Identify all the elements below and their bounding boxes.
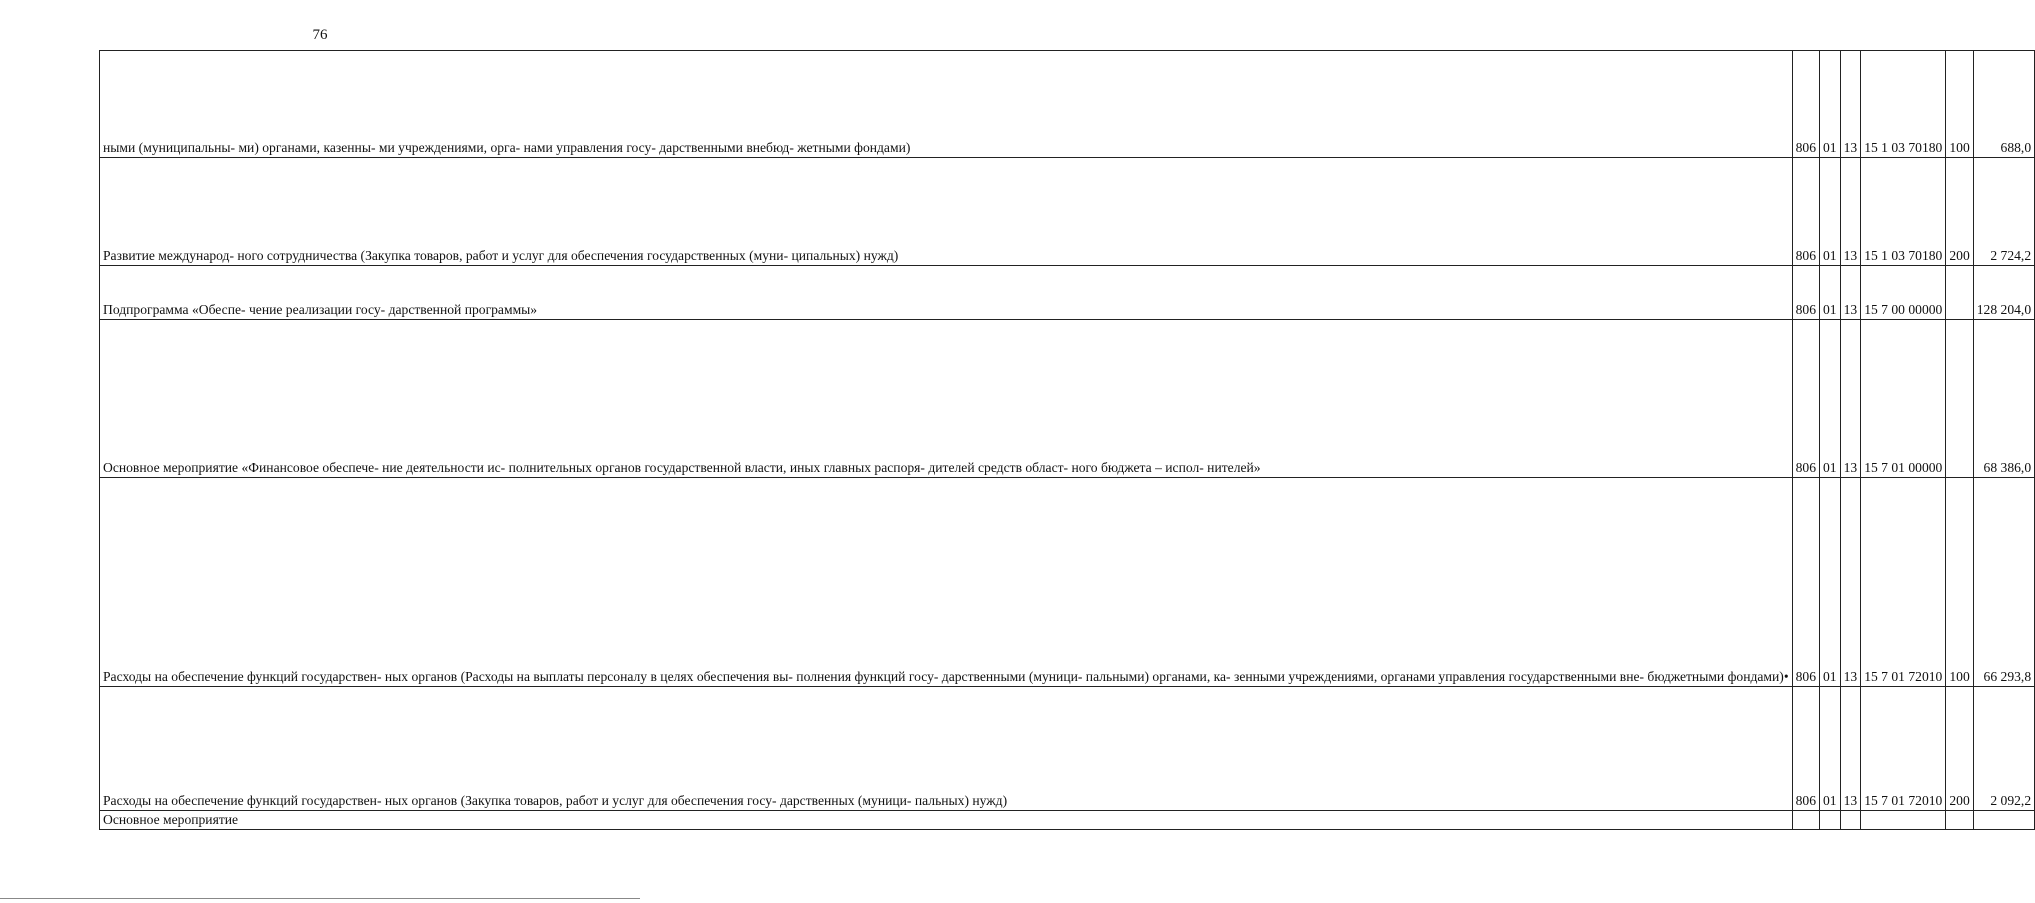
row-name: Развитие международ- ного сотрудничества (Закупка товаров, работ и услуг для обеспечения государственных (муни- ципальных) нужд) [103, 248, 899, 263]
section-code: 01 [1820, 158, 1841, 266]
expense-type: 200 [1946, 158, 1973, 266]
section-code: 01 [1820, 478, 1841, 687]
section-code: 01 [1820, 51, 1841, 158]
row-name-cell [100, 51, 1793, 158]
ministry-code: 806 [1792, 266, 1819, 320]
table-row [100, 158, 2035, 266]
subsection-code: 13 [1840, 51, 1861, 158]
expense-type: 200 [1946, 687, 1973, 811]
target-article: 15 1 03 70180 [1861, 51, 1946, 158]
expense-type [1946, 320, 1973, 478]
row-name-cell [100, 811, 1793, 830]
amount: 688,0 [1973, 51, 2034, 158]
target-article [1861, 811, 1946, 830]
section-code: 01 [1820, 266, 1841, 320]
page-number: 76 [312, 27, 328, 43]
section-code: 01 [1820, 320, 1841, 478]
row-name: Подпрограмма «Обеспе- чение реализации госу- дарственной программы» [103, 302, 538, 317]
expense-type: 100 [1946, 51, 1973, 158]
ministry-code: 806 [1792, 51, 1819, 158]
table-row [100, 266, 2035, 320]
section-code [1820, 811, 1841, 830]
budget-table [99, 50, 2035, 830]
row-name-cell [100, 158, 1793, 266]
section-code: 01 [1820, 687, 1841, 811]
amount: 2 724,2 [1973, 158, 2034, 266]
amount: 68 386,0 [1973, 320, 2034, 478]
amount: 2 092,2 [1973, 687, 2034, 811]
subsection-code: 13 [1840, 687, 1861, 811]
row-name: Расходы на обеспечение функций государствен- ных органов (Закупка товаров, работ и услуг для обеспечения госу- дарственных (муници- пальных) нужд) [103, 793, 1008, 808]
target-article: 15 7 01 72010 [1861, 478, 1946, 687]
subsection-code [1840, 811, 1861, 830]
target-article: 15 7 01 00000 [1861, 320, 1946, 478]
row-name-cell [100, 320, 1793, 478]
amount [1973, 811, 2034, 830]
expense-type [1946, 266, 1973, 320]
row-name: ными (муниципальны- ми) органами, казенны- ми учреждениями, орга- нами управления госу- дарственными внебюд- жетными фондами) [103, 140, 911, 155]
row-name-cell [100, 478, 1793, 687]
table-row [100, 811, 2035, 830]
table-row [100, 320, 2035, 478]
ministry-code: 806 [1792, 478, 1819, 687]
expense-type [1946, 811, 1973, 830]
target-article: 15 1 03 70180 [1861, 158, 1946, 266]
row-name-cell [100, 687, 1793, 811]
expense-type: 100 [1946, 478, 1973, 687]
row-name-cell [100, 266, 1793, 320]
target-article: 15 7 00 00000 [1861, 266, 1946, 320]
row-name: Основное мероприятие [103, 812, 239, 827]
target-article: 15 7 01 72010 [1861, 687, 1946, 811]
table-row [100, 478, 2035, 687]
page-bottom-rule [0, 898, 640, 899]
subsection-code: 13 [1840, 478, 1861, 687]
ministry-code [1792, 811, 1819, 830]
subsection-code: 13 [1840, 158, 1861, 266]
ministry-code: 806 [1792, 158, 1819, 266]
table-row [100, 687, 2035, 811]
ministry-code: 806 [1792, 687, 1819, 811]
row-name: Расходы на обеспечение функций государствен- ных органов (Расходы на выплаты персоналу в целях обеспечения вы- полнения функций госу- дарственными (муници- пальными) органами, ка- зенными учреждениями, органами управления государственными вне- бюджетными фондами)• [103, 669, 1789, 684]
amount: 128 204,0 [1973, 266, 2034, 320]
table-row [100, 51, 2035, 158]
row-name: Основное мероприятие «Финансовое обеспече- ние деятельности ис- полнительных органов государственной власти, иных главных распоря- дителей средств област- ного бюджета – испол- нителей» [103, 460, 1261, 475]
subsection-code: 13 [1840, 320, 1861, 478]
subsection-code: 13 [1840, 266, 1861, 320]
ministry-code: 806 [1792, 320, 1819, 478]
amount: 66 293,8 [1973, 478, 2034, 687]
